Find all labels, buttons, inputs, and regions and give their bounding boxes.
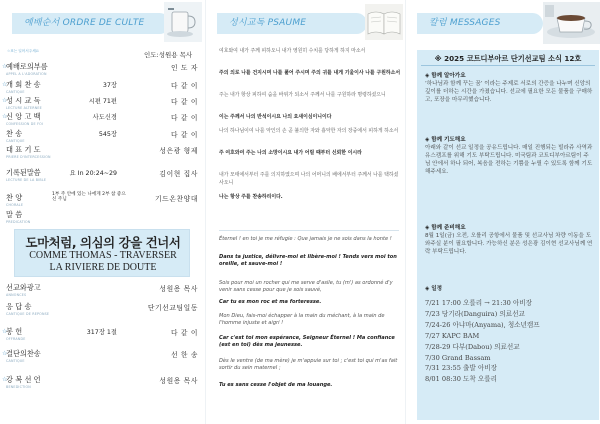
- section-body: ‘하나님과 함께 꾸는 꿈’ 이라는 주제로 서로의 간증을 나누며 신앙의 깊이를 더하는 시간을 가졌습니다. 선교에 필요한 모든 물품을 구매하고, 포장을 마무리했습니다.: [425, 81, 593, 103]
- standing-note: ☆표는 일어서주세요: [7, 49, 40, 53]
- officiant-label: 인도:성원용 목사: [144, 51, 193, 59]
- standing-star-icon: ☆: [2, 113, 8, 120]
- messages-banner: 칼럼 MESSAGES: [417, 13, 543, 34]
- psalm-verse-fr: Car tu es mon roc et ma forteresse.: [219, 299, 322, 305]
- schedule-list: [425, 298, 593, 385]
- order-item-leader: 인 도 자: [170, 64, 198, 72]
- psalm-verse-fr: Car c'est toi mon espérance, Seigneur Éternel ! Ma confiance (est en toi) dès ma jeunesse.: [219, 335, 395, 349]
- order-item-leader: 김이현 집사: [159, 170, 198, 178]
- schedule-item: 7/30 Grand Bassam: [425, 353, 491, 362]
- standing-star-icon: ☆: [2, 97, 8, 104]
- order-item-label: 개 회 찬 송: [6, 80, 41, 89]
- standing-star-icon: ☆: [2, 81, 8, 88]
- standing-star-icon: ☆: [2, 376, 8, 383]
- psalm-verse-fr: Dès le ventre (de ma mère) je m'appuie sur toi ; c'est toi qui m'as fait sortir du sein maternel ;: [219, 358, 398, 372]
- order-item-fr: BENEDICTION: [6, 384, 31, 389]
- order-item-fr: CANTIQUE: [6, 358, 25, 363]
- schedule-item: 7/31 23:55 출발 아비장: [425, 364, 497, 373]
- order-item-label: 봉 헌: [6, 327, 23, 336]
- order-row: [2, 349, 202, 367]
- schedule-item: 7/28-29 다부(Dabou) 의료선교: [425, 342, 520, 351]
- sermon-title-ko: 도마처럼, 의심의 강을 건너서: [25, 235, 181, 250]
- order-item-label: 결단의찬송: [6, 349, 41, 358]
- psalm-verse-fr: Mon Dieu, fais-moi échapper à la main du méchant, à la main de l'homme injuste et aigri !: [219, 313, 385, 327]
- order-item-label: 선교와광고: [6, 283, 41, 292]
- sermon-title-fr-line2: LA RIVIERE DE DOUTE: [49, 262, 157, 273]
- order-item-leader: 다 같 이: [170, 82, 198, 90]
- order-row: [2, 375, 202, 393]
- order-row: [6, 302, 202, 320]
- section-body: 8월 1일(금) 오전, 오를리 공항에서 물품 및 선교사님 차량 이동을 도와주실 분이 필요합니다. 가능하신 분은 성은광 김이현 선교사님께 연락 부탁드립니다.: [425, 233, 593, 255]
- section-heading: ◈ 일정: [425, 286, 443, 292]
- order-item-fr: OFFRANDE: [6, 336, 26, 341]
- order-item-label: 기록된말씀: [6, 168, 41, 177]
- chant-note: 1부 주 안에 있는 나에게 2부 참 좋으신 주님: [52, 192, 126, 203]
- psalm-verse-ko: 주의 의로 나를 건지시며 나를 풀어 주시며 주의 귀를 내게 기울이사 나를 구원하소서: [219, 70, 401, 76]
- section-schedule: [425, 285, 593, 293]
- order-item-fr: LECTURE ALTERNEE: [6, 105, 42, 110]
- psalm-verse-ko: 내가 모태에서부터 주를 의지하였으며 나의 어머니의 배에서부터 주께서 나를 택하셨사오니: [219, 172, 399, 186]
- order-item-label: 말 씀: [6, 210, 23, 219]
- order-item-fr: CONFESSION DE FOI: [6, 121, 44, 126]
- order-item-label: 성 시 교 독: [6, 96, 41, 105]
- messages-box: [417, 50, 599, 420]
- schedule-item: 7/24-26 아냐마(Anyama), 청소년캠프: [425, 320, 540, 329]
- section-heading: ◈ 함께 알아가요: [425, 73, 466, 79]
- sermon-title-box: [14, 229, 190, 277]
- schedule-item: 7/21 17:00 오를리 → 21:30 아비장: [425, 299, 533, 307]
- order-row: [6, 145, 202, 163]
- order-row: [6, 283, 202, 301]
- standing-star-icon: ☆: [2, 350, 8, 357]
- order-item-leader: 선 한 송: [170, 351, 198, 359]
- schedule-item: 7/23 당기라(Danguira) 의료선교: [425, 309, 525, 318]
- order-item-fr: CANTIQUE DE REPONSE: [6, 311, 50, 316]
- standing-star-icon: ☆: [2, 63, 8, 70]
- order-banner: 예배순서 ORDRE DE CULTE: [12, 13, 170, 34]
- order-item-detail: 사도신경: [92, 114, 117, 121]
- order-item-detail: 317장 1절: [86, 329, 117, 336]
- psalm-verse-ko: 나의 하나님이여 나를 악인의 손 곧 불의한 자와 흉악한 자의 장중에서 피하게 하소서: [219, 128, 399, 134]
- order-item-leader: 다 같 이: [170, 98, 198, 106]
- psalm-verse-fr: Dans ta justice, délivre-moi et libère-moi ! Tends vers moi ton oreille, et sauve-moi !: [219, 254, 397, 268]
- messages-column: [405, 0, 600, 424]
- order-item-label: 대 표 기 도: [6, 145, 41, 154]
- psalm-verse-ko: 주는 내가 항상 피하여 숨을 바위가 되소서 주께서 나를 구원하라 명령하셨으니: [219, 92, 386, 98]
- psalm-column: [205, 0, 405, 424]
- order-item-label: 응 답 송: [6, 302, 32, 311]
- order-row: [2, 62, 202, 80]
- schedule-item: 7/27 KAPC BAM: [425, 331, 480, 340]
- psalm-verse-ko: 이는 주께서 나의 반석이시요 나의 요새이심이니이다: [219, 114, 332, 120]
- order-item-fr: PRIERE D'INTERCESSION: [6, 154, 51, 159]
- section-body: 아래와 같이 선교 일정을 공유드립니다. 매일 진행되는 빌라쥬 사역과 유스캠프를 위해 기도 부탁드립니다. 미국팀과 코트디부아르팀이 주님 안에서 하나 되어, 복음을 전하는 기쁨을 누릴 수 있도록 함께 기도해주세요.: [425, 145, 593, 175]
- coffee-photo: [543, 2, 600, 44]
- order-item-fr: CHORALE: [6, 202, 24, 207]
- order-item-label: 예배로의부름: [6, 62, 48, 71]
- psalm-verse-fr: Éternel ! en toi je me réfugie : Que jamais je ne sois dans la honte !: [219, 236, 392, 242]
- order-item-fr: ANNONCES: [6, 292, 27, 297]
- psalm-verse-fr: Sois pour moi un rocher qui me serve d'asile, tu (m') as ordonné d'y venir sans cesse pour que je sois sauvé,: [219, 280, 393, 294]
- order-item-fr: PREDICATION: [6, 219, 31, 224]
- chant-row: [6, 193, 202, 211]
- psalm-verse-fr: Tu es sans cesse l'objet de ma louange.: [219, 382, 333, 388]
- standing-star-icon: ☆: [2, 328, 8, 335]
- order-item-leader: 다 같 이: [170, 131, 198, 139]
- messages-title: ※ 2025 코트디부아르 단기선교팀 소식 12호: [434, 54, 582, 63]
- psalm-verse-ko: 나는 항상 주를 찬송하리이다.: [219, 194, 283, 200]
- order-item-label: 찬 송: [6, 129, 23, 138]
- section-heading: ◈ 함께 준비해요: [425, 225, 466, 231]
- order-item-label: 찬 양: [6, 193, 23, 202]
- sermon-title-fr-line1: COMME THOMAS - TRAVERSER: [29, 250, 177, 261]
- schedule-item: 8/01 08:30 도착 오를리: [425, 375, 497, 384]
- psalm-verse-ko: 주 여호와여 주는 나의 소망이시요 내가 어릴 때부터 신뢰한 이시라: [219, 150, 362, 156]
- section-prepare: [425, 224, 593, 256]
- order-item-fr: LECTURE DE LA BIBLE: [6, 177, 47, 182]
- order-item-detail: 요 In 20:24~29: [69, 170, 117, 177]
- section-learn: [425, 72, 593, 104]
- section-pray: [425, 136, 593, 176]
- order-item-fr: APPEL A L'ADORATION: [6, 71, 47, 76]
- psalm-divider: [219, 230, 399, 231]
- order-item-leader: 성은광 형제: [159, 147, 198, 155]
- order-item-leader: 단기선교팀일동: [147, 304, 198, 312]
- title-underline: [421, 65, 595, 66]
- psalm-banner: 성시교독 PSAUME: [217, 13, 367, 34]
- order-item-label: 강 복 선 언: [6, 375, 41, 384]
- psalm-verse-ko: 여호와여 내가 주께 피하오니 내가 영원히 수치를 당하게 하지 마소서: [219, 48, 366, 54]
- section-heading: ◈ 함께 기도해요: [425, 137, 466, 143]
- order-item-leader: 성원용 목사: [159, 377, 198, 385]
- order-item-leader: 다 같 이: [170, 114, 198, 122]
- order-item-leader: 기드온찬양대: [155, 195, 198, 203]
- order-item-detail: 37장: [102, 82, 117, 89]
- order-row: [2, 112, 202, 130]
- order-item-leader: 다 같 이: [170, 329, 198, 337]
- order-row: [2, 327, 202, 345]
- order-item-leader: 성원용 목사: [159, 285, 198, 293]
- sermon-row: [6, 210, 202, 228]
- order-of-service-column: [0, 0, 205, 424]
- order-item-label: 신 앙 고 백: [6, 112, 41, 121]
- order-item-detail: 545장: [98, 131, 117, 138]
- order-item-fr: CANTIQUE: [6, 138, 25, 143]
- order-item-detail: 시편 71편: [88, 98, 117, 105]
- book-photo: [365, 4, 403, 40]
- order-row: [6, 168, 202, 186]
- cup-photo: [164, 2, 202, 42]
- order-item-fr: CANTIQUE: [6, 89, 25, 94]
